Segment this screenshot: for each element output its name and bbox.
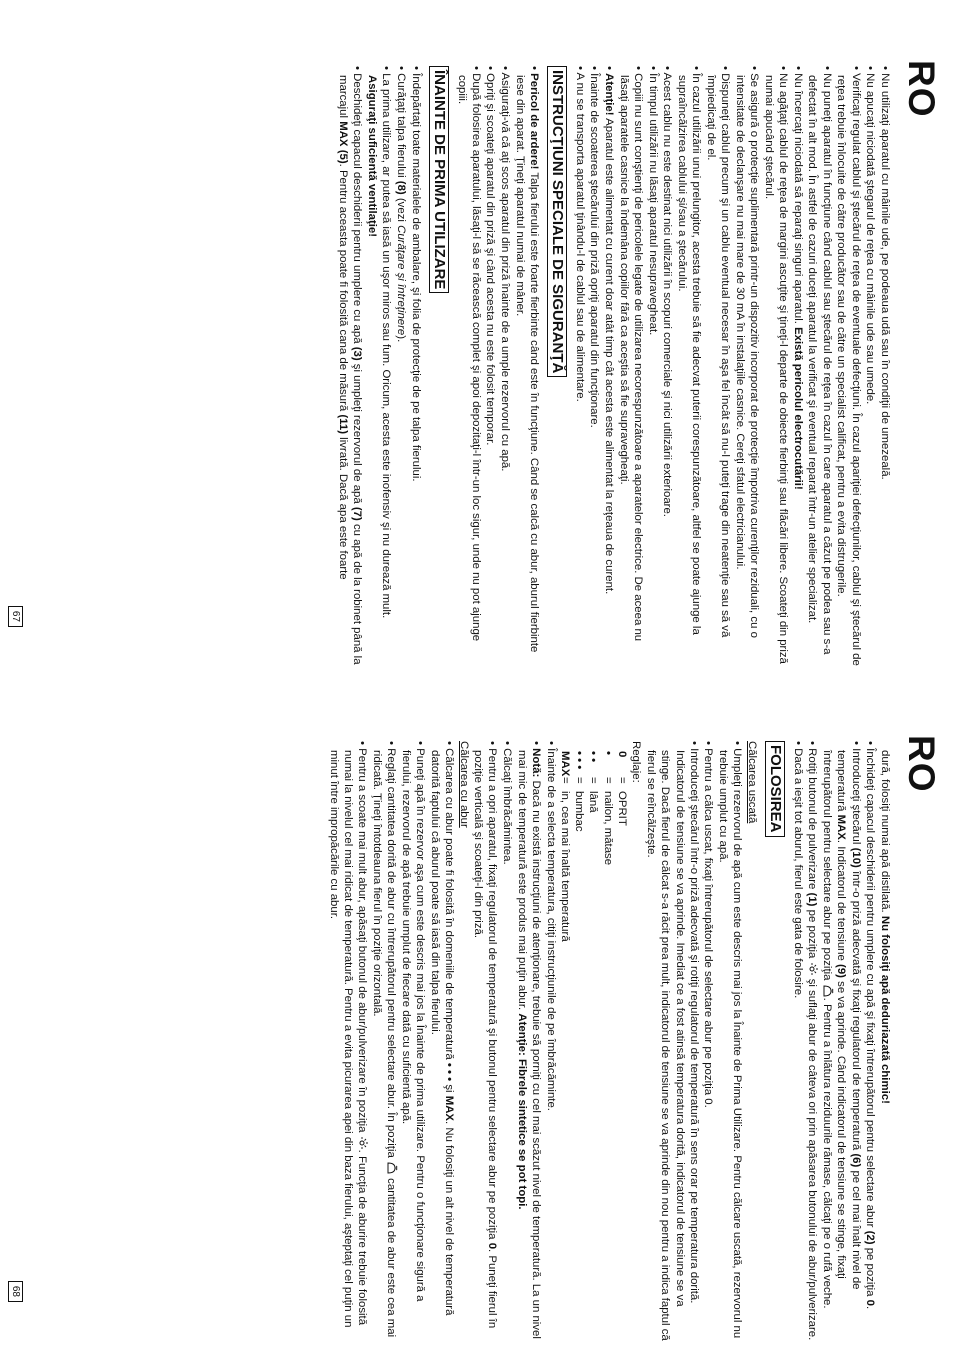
bullet: • Copiii nu sunt conştienţi de pericolele legate de utilizarea necorespunzătoare a aparatelor electrice. De aceea nu lăsaţi aparatele casnice la îndemâna copiilor fără ca aceştia să fie supravegheaţi. bbox=[617, 66, 645, 642]
subheading-dry-ironing: Călcarea uscată bbox=[746, 741, 759, 824]
bullet: • Se asigură o protecţie suplimentară printr-un dispozitiv incorporat de protecţie împotriva curenţilor reziduali, cu o intensitate de declanşare nu mai mare de 30 mA în instalaţiile casnice. Cereţi sfatul electricianului. bbox=[733, 66, 761, 638]
bullet: • Nu puneţi aparatul în funcţiune când cablul sau ştecărul de reţea în cazul în care aparatul a căzut pe podea sau s-a defectat în alt mod. În astfel de cazuri duceţi aparatul la verificat şi eventual reparat într-un atelier specializat. bbox=[806, 66, 833, 655]
bullet: • În timpul utilizării nu lăsaţi aparatul nesupravegheat. bbox=[646, 66, 659, 336]
heading-usage: FOLOSIREA bbox=[765, 741, 785, 837]
steam-burst-icon bbox=[357, 1136, 369, 1150]
language-code: RO bbox=[901, 60, 942, 118]
setting-row: • • • = bumbac bbox=[573, 751, 586, 832]
bullet: • Opriţi şi scoateţi aparatul din priză şi când acesta nu este folosit temporar. bbox=[484, 66, 497, 446]
bullet: • Asiguraţi-vă că aţi scos aparatul din priză înainte de a umple rezervorul cu apă. bbox=[499, 66, 512, 472]
bullet: • Nu agăţaţi cablul de reţea de margini ascuţite şi ţineţi-l departe de obiecte fierbinţi sau flăcări libere. Scoateţi din priză numai apucând ştecărul. bbox=[762, 66, 790, 664]
bullet: • Înainte de a selecta temperatura, citiţi instrucţiunile de pe îmbrăcăminte. bbox=[544, 741, 557, 1111]
max-steam-icon bbox=[386, 1161, 398, 1175]
bullet: • Înainte de scoaterea ştecărului din priză opriţi aparatul din funcţionare. bbox=[588, 66, 601, 428]
bullet: • Pentru a opri aparatul, fixaţi regulatorul de temperatură şi butonul pentru selectare abur pe poziţia 0. Puneţi fierul în poziţie verticală şi scoateţi-l din priză. bbox=[472, 741, 499, 1329]
right-column bbox=[326, 741, 892, 1341]
bullet: • După folosirea aparatului, lăsaţi-l să se răcească complet şi apoi depozitaţi-l într-un loc sigur, unde nu pot ajunge copiii. bbox=[455, 66, 482, 642]
bullet: • Acest cablu nu este destinat nici utilizării în scopuri comerciale şi nici utilizării exterioare. bbox=[661, 66, 674, 517]
bullet: • Puneţi apă în rezervor aşa cum este descris mai jos la Înainte de prima utilizare. Pentru o funcţionare sigură a fierului, rezervorul de apă trebuie umplut de fiecare dată cu suficientă apă. bbox=[399, 741, 426, 1302]
bullet: • Îndepărtaţi toate materialele de ambalare, şi folia de protecţie de pe talpa fierului. bbox=[409, 66, 422, 482]
bullet: • Nu apucaţi niciodată ştegarul de reţea cu mâinile ude sau umede. bbox=[864, 66, 877, 405]
subheading-steam-ironing: Călcarea cu abur bbox=[457, 741, 470, 828]
setting-row: MAX = in, cea mai înaltă temperatură bbox=[558, 751, 571, 942]
max-steam-icon bbox=[822, 984, 834, 998]
page-number: 67 bbox=[8, 606, 23, 627]
settings-list bbox=[558, 741, 629, 1341]
setting-row: • = nailon, mătase bbox=[601, 751, 614, 866]
bullet: • Nu încercaţi niciodată să reparaţi singuri aparatul. Există pericolul electrocutării! bbox=[791, 66, 804, 490]
bullet: • Pentru a călca uscat, fixaţi întrerupătorul de selectare abur pe poziţia 0. bbox=[702, 741, 715, 1108]
bullet: • Introduceţi ştecărul într-o priză adecvată şi rotiţi regulatorul de temperatură în sens orar pe temperatura dorită. Indicatorul de tensiune se va aprinde. Imediat ce a fost atinsă temperatura dorită, indicatorul de tensiune se va stinge. Dacă fierul de călcat s-a răcit prea mult, indicatorul de tensiune se va aprinde din nou pentru a indica faptul că fierul se reîncălzeşte. bbox=[645, 741, 700, 1341]
language-code: RO bbox=[901, 735, 942, 793]
bullet: • Călcaţi îmbrăcămintea. bbox=[501, 741, 514, 865]
bullet: • Umpleţi rezervorul de apă cum este descris mai jos la Înainte de Prima Utilizare. Pentru călcare uscată, rezervorul nu trebuie umplut cu apă. bbox=[717, 741, 744, 1339]
bullet: • Introduceţi ştecărul (10) într-o priză adecvată şi fixaţi regulatorul de temperatură (6) pe cel mai înalt nivel de temperatură MAX. Indicatorul de tensiune (9) se va aprinde. Când indicatorul de tensiune se stinge, fixaţi întrerupătorul pentru selectare abur pe poziţia . Pentru a înlătura reziduurile rămase, călcaţi pe o rufă veche. bbox=[821, 741, 862, 1309]
bullet: • Verificaţi regulat cablul şi ştecărul de reţea de eventuale defecţiuni. În cazul apariţiei defecţiunilor, cablul şi ştecărul de reţea trebuie înlocuite de către producător sau de către un specialist calificat, pentru a evita distrugerile. bbox=[835, 66, 862, 666]
bullet: • Deschideţi capacul deschiderii pentru umplere cu apă (3) şi umpleţi rezervorul de apă (7) cu apă de la robinet până la marcajul MAX (5). Pentru aceasta poate fi folosită cana de măsură (11) livrată. Dacă apa este foarte bbox=[337, 66, 364, 665]
bullet: • La prima utilizare, ar putea să iasă un uşor miros sau fum. Oricum, acesta este inofensiv şi nu durează mult. Asiguraţi suficientă ventilaţie! bbox=[366, 66, 393, 619]
bullet: • Dispuneţi cablul precum şi un cablu eventual necesar în aşa fel încât să nu-l puteţi trage din neatenţie sau să vă împiedicaţi de el. bbox=[705, 66, 732, 638]
bullet: • Nu utilizaţi aparatul cu mâinile ude, pe podeaua udă sau în condiţii de umezeală. bbox=[879, 66, 891, 480]
bullet: • Pericol de ardere! Talpa fierului este foarte fierbinte când este în funcţiune. Când se calcă cu abur, aburul fierbinte iese din aparat. Ţineţi aparatul numai de mâner. bbox=[513, 66, 541, 653]
bullet: • Dacă a ieşit tot aburul, fierul este gata de folosire. bbox=[791, 741, 804, 999]
settings-label: Reglaje: bbox=[630, 741, 643, 783]
bullet: • Călcarea cu abur poate fi folosită în domeniile de temperatură • • • şi MAX. Nu folosiţi un alt nivel de temperatură datorită faptului că aburul poate să iasă din talpa fierului. bbox=[428, 741, 455, 1316]
spray-icon bbox=[807, 962, 819, 976]
bullet: • Notă: Dacă nu există instrucţiuni de atenţionare, trebuie să porniţi cu cel mai scăzut nivel de temperatură. La un nivel mai mic de temperatură este produs mai puţin abur. Atenţie: Fibrele sintetice se pot topi. bbox=[515, 741, 543, 1339]
bullet: • A nu se transporta aparatul ţinându-l de cablul sau de alimentare. bbox=[573, 66, 586, 402]
bullet: • Curăţaţi talpa fierului (8) (vezi Curăţare şi întreţinere). bbox=[395, 66, 408, 343]
bullet: • În cazul utilizării unui prelungitor, acesta trebuie să fie adecvat puterii corespunzătoare, altfel se poate ajunge la supraîncălzirea cablului şi/sau a ştecărului. bbox=[676, 66, 703, 635]
bullet: • Reglaţi cantitatea dorită de abur cu întrerupătorul pentru selectare abur. În poziţia cantitatea de abur este cea mai ridicată. Ţineţi întotdeauna fierul în poziţie orizontală. bbox=[370, 741, 397, 1338]
page-68 bbox=[0, 675, 954, 1350]
page-number: 68 bbox=[8, 1281, 23, 1302]
continued-paragraph: dură, folosiţi numai apă distilată. Nu folosiţi apă deduriazată chimic! bbox=[879, 750, 891, 1104]
setting-row: 0 = OPRIT bbox=[615, 751, 628, 826]
heading-before-first-use: ÎNAINTE DE PRIMA UTILIZARE bbox=[429, 66, 449, 293]
left-column bbox=[336, 66, 892, 666]
bullet: • Atenţie! Aparatul este alimentat cu curent doar atât timp cât acesta este alimentat la reţeaua de curent. bbox=[603, 66, 616, 595]
bullet: • Pentru a scoate mai mult abur, apăsaţi butonul de abur/pulverizare în poziţia . Funcţia de aburire trebuie folosită numai la nivelul cel mai ridicat de temperatură. Pentru a evita picurarea apei din baza fierului, aşteptaţi cel puţin un minut între impropăcările cu abur. bbox=[327, 741, 369, 1328]
bullet: • Rotiţi butonul de pulverizare (1) pe poziţia şi suflaţi abur de câteva ori prin apăsarea butonului de abur/pulverizare. bbox=[806, 741, 819, 1341]
bullet: • Închideţi capacul deschiderii pentru umplere cu apă şi fixaţi întrerupătorul pentru selectare abur (2) pe poziţia 0. bbox=[864, 741, 877, 1310]
heading-special-safety: INSTRUCŢIUNI SPECIALE DE SIGURANŢĂ bbox=[547, 66, 567, 377]
setting-row: • • = lână bbox=[587, 751, 600, 813]
